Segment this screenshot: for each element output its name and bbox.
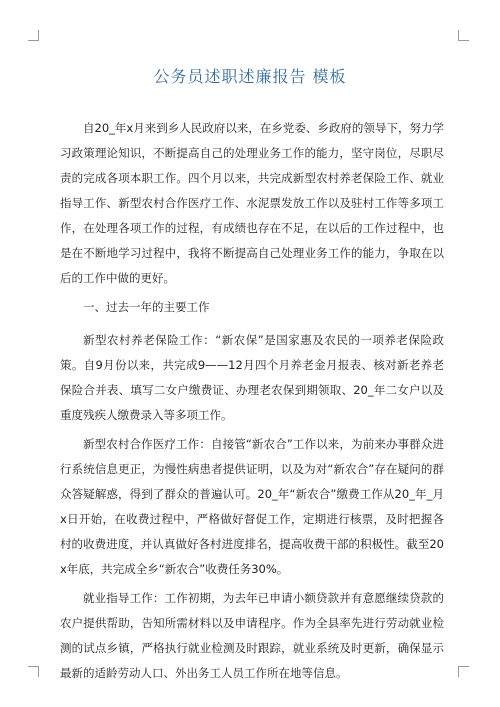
- paragraph-medical: 新型农村合作医疗工作：自接管“新农合”工作以来，为前来办事群众进行系统信息更正，为慢性病患者提供证明，以及为对“新农合”存在疑问的群众答疑解惑，得到了群众的普遍认可。20_年“新农合”缴费工作从20_年_月x日开始，在收费过程中，严格做好督促工作，定期进行核票，及时把握各村的收费进度，并认真做好各村进度排名，提高收费干部的积极性。截至20x年底，共完成全乡“新农合”收费任务30%。: [60, 437, 444, 576]
- paragraph-pension: 新型农村养老保险工作：“新农保”是国家惠及农民的一项养老保险政策。自9月份以来，共完成9——12月四个月养老金月报表、核对新老养老保险合并表、填写二女户缴费证、办理老农保到期领取、20_年二女户以及重度残疾人缴费录入等多项工作。: [60, 333, 444, 422]
- crop-mark-bottom-right: [458, 666, 469, 677]
- paragraph-intro: 自20_年x月来到乡人民政府以来，在乡党委、乡政府的领导下，努力学习政策理论知识，不断提高自己的处理业务工作的能力，坚守岗位，尽职尽责的完成各项本职工作。四个月以来，共完成新型农村养老保险工作、就业指导工作、新型农村合作医疗工作、水泥票发放工作以及驻村工作等多项工作，在处理各项工作的过程，有成绩也存在不足，在以后的工作过程中，也是在不断地学习过程中，我将不断提高自己处理业务工作的能力，争取在以后的工作中做的更好。: [60, 121, 444, 285]
- crop-mark-top-left: [28, 30, 39, 41]
- crop-mark-bottom-left: [28, 666, 39, 677]
- paragraph-employment: 就业指导工作：工作初期，为去年已申请小额贷款并有意愿继续贷款的农户提供帮助，告知所需材料以及申请程序。作为全县率先进行劳动就业检测的试点乡镇，严格执行就业检测及时跟踪，就业系统及时更新，确保显示最新的适龄劳动人口、外出务工人员工作所在地等信息。: [60, 591, 444, 680]
- crop-mark-top-right: [458, 30, 469, 41]
- document-body: [60, 116, 444, 690]
- document-title: 公务员述职述廉报告 模板: [153, 67, 347, 86]
- section-heading: 一、过去一年的主要工作: [83, 300, 210, 314]
